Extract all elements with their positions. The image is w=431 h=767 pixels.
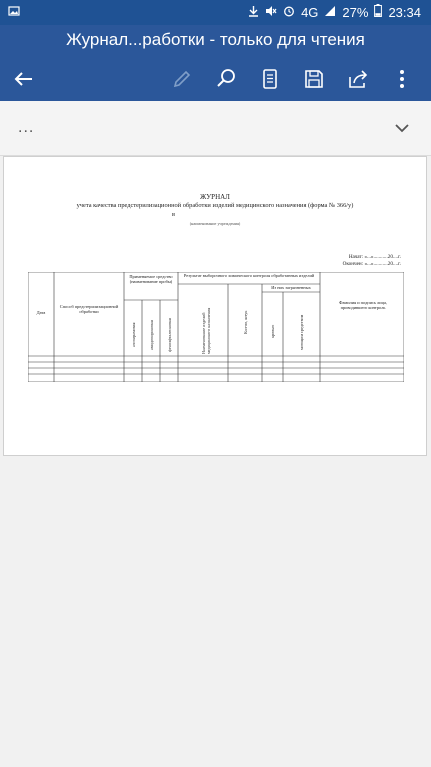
toolbar (0, 57, 431, 101)
document-page[interactable] (3, 156, 427, 456)
clock: 23:34 (388, 4, 421, 20)
battery-level: 27% (342, 4, 369, 20)
col-contam-blood: кровью (270, 324, 275, 338)
alarm-icon (283, 5, 295, 20)
col-signature: Фамилия и подпись лица, проводившего контроль (339, 300, 387, 310)
ribbon-more-button[interactable]: ... (18, 119, 35, 136)
pen-icon (168, 65, 196, 93)
col-contam-detergent: моющим средством (299, 314, 304, 350)
document-content (4, 157, 426, 455)
doc-end-date: Окончен: «...»...........20....г. (342, 261, 401, 267)
save-icon (300, 65, 328, 93)
doc-start-date: Начат: «...»...........20....г. (348, 254, 401, 260)
document-canvas-background (0, 456, 431, 767)
mute-icon (265, 5, 277, 20)
search-icon (212, 65, 240, 93)
edit-button[interactable] (168, 65, 196, 93)
doc-institution-placeholder: (наименование учреждения) (189, 221, 241, 226)
network-type: 4G (301, 4, 319, 20)
download-icon (248, 5, 259, 20)
col-quantity: Кол-во, штук (243, 310, 248, 334)
reading-view-icon (256, 65, 284, 93)
col-contaminated: Из них загрязненных (271, 285, 311, 290)
reading-view-button[interactable] (256, 65, 284, 93)
share-icon (344, 65, 372, 93)
chevron-down-icon (391, 117, 413, 139)
ribbon-row (0, 101, 431, 156)
document-title: Журнал...работки - только для чтения (66, 30, 365, 49)
col-means-3: фенолфталеиновая (167, 318, 172, 352)
col-date: Дата (36, 310, 46, 315)
battery-icon (374, 4, 382, 20)
back-button[interactable] (10, 65, 38, 93)
doc-in-label: в (172, 211, 176, 218)
share-button[interactable] (344, 65, 372, 93)
status-right (248, 4, 421, 20)
back-icon (10, 65, 38, 93)
col-means-2: амидопириновая (149, 320, 154, 350)
more-vertical-icon (388, 65, 416, 93)
gallery-icon (8, 5, 20, 17)
journal-table (28, 272, 404, 382)
signal-icon (324, 5, 336, 20)
col-result: Результат выборочного химического контроля обработанных изделий (183, 273, 315, 278)
col-means: Применяемое средство (наименование пробы) (129, 274, 173, 284)
save-button[interactable] (300, 65, 328, 93)
doc-heading: ЖУРНАЛ (200, 193, 230, 201)
col-checked-items: Наименование изделий медицинского назначения (201, 307, 211, 354)
title-bar (0, 25, 431, 57)
col-method: Способ предстерилизационной обработки (59, 304, 119, 314)
more-options-button[interactable] (388, 65, 416, 93)
status-left (8, 5, 20, 20)
ribbon-expand-button[interactable] (391, 117, 413, 139)
table-grid (28, 272, 404, 382)
search-button[interactable] (212, 65, 240, 93)
doc-subheading: учета качества предстерилизационной обработки изделий медицинского назначения (форма № 366/у) (76, 202, 354, 209)
col-means-1: азопирамовая (131, 322, 136, 347)
status-bar (0, 0, 431, 25)
